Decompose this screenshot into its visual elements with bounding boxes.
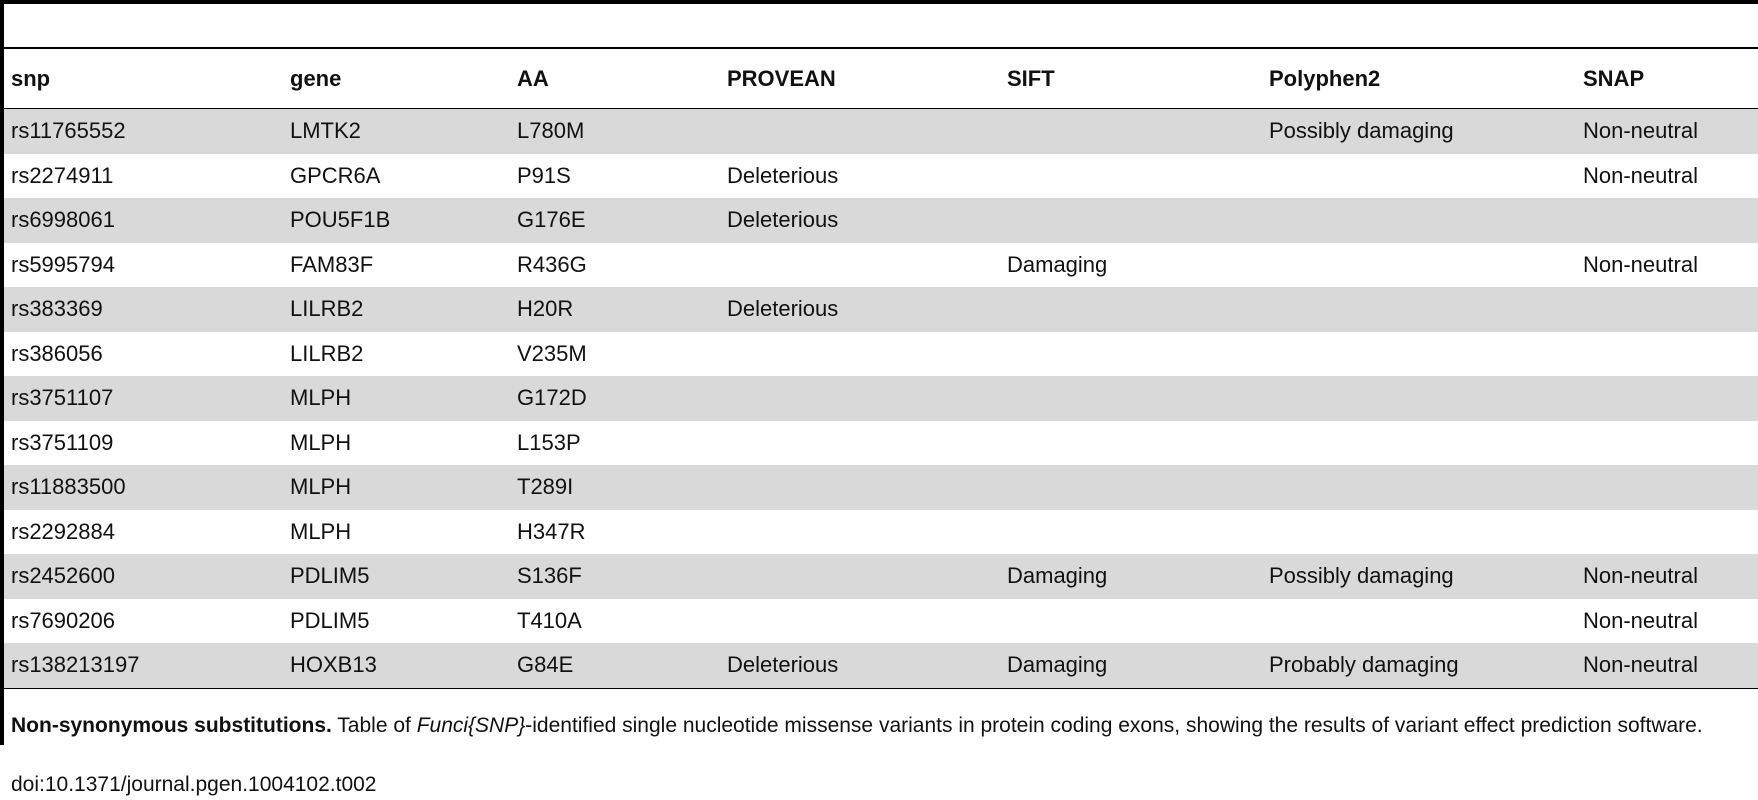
cell-snap xyxy=(1576,510,1758,555)
cell-provean: Deleterious xyxy=(727,207,839,233)
header-snap: SNAP xyxy=(1583,65,1645,91)
doi-link[interactable]: doi:10.1371/journal.pgen.1004102.t002 xyxy=(11,773,377,796)
cell-snp: rs5995794 xyxy=(11,251,115,277)
cell-provean xyxy=(720,599,1000,644)
cell-polyphen2 xyxy=(1262,510,1576,555)
table-row xyxy=(4,465,1758,510)
cell-snap: Non-neutral xyxy=(1583,162,1698,188)
cell-polyphen2 xyxy=(1262,599,1576,644)
cell-gene: HOXB13 xyxy=(290,652,377,678)
table-row xyxy=(4,243,1758,288)
header-snp: snp xyxy=(11,65,51,91)
cell-sift xyxy=(1000,332,1262,377)
cell-snp: rs6998061 xyxy=(11,207,115,233)
cell-aa: G172D xyxy=(517,385,587,411)
cell-polyphen2 xyxy=(1262,332,1576,377)
cell-aa: T289I xyxy=(517,474,574,500)
cell-snap: Non-neutral xyxy=(1583,118,1698,144)
table-row xyxy=(4,599,1758,644)
cell-gene: FAM83F xyxy=(290,251,374,277)
cell-provean xyxy=(720,510,1000,555)
header-sift: SIFT xyxy=(1007,65,1055,91)
cell-aa: H20R xyxy=(517,296,574,322)
table-row xyxy=(4,376,1758,421)
cell-snap: Non-neutral xyxy=(1583,607,1698,633)
cell-snap xyxy=(1576,332,1758,377)
cell-provean: Deleterious xyxy=(727,652,839,678)
caption-emphasis: Funci{SNP} xyxy=(416,714,526,737)
table-row xyxy=(4,421,1758,466)
cell-gene: PDLIM5 xyxy=(290,607,370,633)
variant-effect-table xyxy=(4,47,1758,689)
cell-gene: LILRB2 xyxy=(290,296,364,322)
cell-snp: rs3751107 xyxy=(11,385,114,411)
cell-sift xyxy=(1000,198,1262,243)
cell-sift: Damaging xyxy=(1007,652,1108,678)
table-container xyxy=(4,47,1758,689)
cell-sift xyxy=(1000,421,1262,466)
cell-provean xyxy=(720,554,1000,599)
cell-polyphen2 xyxy=(1262,198,1576,243)
cell-snap xyxy=(1576,376,1758,421)
cell-gene: GPCR6A xyxy=(290,162,381,188)
cell-provean xyxy=(720,421,1000,466)
cell-polyphen2: Possibly damaging xyxy=(1269,118,1454,144)
header-aa: AA xyxy=(517,65,549,91)
table-caption xyxy=(11,711,1751,740)
cell-polyphen2 xyxy=(1262,287,1576,332)
cell-snap xyxy=(1576,287,1758,332)
cell-polyphen2 xyxy=(1262,376,1576,421)
cell-provean: Deleterious xyxy=(727,162,839,188)
cell-snap xyxy=(1576,465,1758,510)
cell-provean xyxy=(720,332,1000,377)
cell-snp: rs2274911 xyxy=(11,162,114,188)
cell-sift xyxy=(1000,599,1262,644)
cell-aa: V235M xyxy=(517,340,587,366)
cell-gene: LILRB2 xyxy=(290,340,364,366)
cell-sift xyxy=(1000,287,1262,332)
cell-sift xyxy=(1000,376,1262,421)
cell-snp: rs3751109 xyxy=(11,429,114,455)
cell-snap: Non-neutral xyxy=(1583,563,1698,589)
cell-gene: MLPH xyxy=(290,518,352,544)
header-gene: gene xyxy=(290,65,342,91)
table-header-row xyxy=(4,48,1758,109)
cell-sift xyxy=(1000,109,1262,154)
header-polyphen2: Polyphen2 xyxy=(1269,65,1381,91)
cell-polyphen2 xyxy=(1262,154,1576,199)
cell-aa: G84E xyxy=(517,652,574,678)
cell-snap xyxy=(1576,198,1758,243)
table-row xyxy=(4,554,1758,599)
table-body xyxy=(4,109,1758,689)
cell-snap: Non-neutral xyxy=(1583,251,1698,277)
table-row xyxy=(4,510,1758,555)
cell-aa: L153P xyxy=(517,429,581,455)
cell-polyphen2: Possibly damaging xyxy=(1269,563,1454,589)
cell-aa: L780M xyxy=(517,118,585,144)
table-row xyxy=(4,154,1758,199)
cell-snp: rs2452600 xyxy=(11,563,115,589)
table-row xyxy=(4,287,1758,332)
cell-snp: rs383369 xyxy=(11,296,103,322)
cell-snap xyxy=(1576,421,1758,466)
cell-gene: MLPH xyxy=(290,474,352,500)
cell-provean xyxy=(720,465,1000,510)
cell-snp: rs138213197 xyxy=(11,652,140,678)
cell-sift: Damaging xyxy=(1007,563,1108,589)
caption-title: Non-synonymous substitutions. xyxy=(11,714,332,737)
cell-gene: POU5F1B xyxy=(290,207,391,233)
cell-snp: rs2292884 xyxy=(11,518,115,544)
top-border-rule xyxy=(0,0,1758,4)
caption-text-before: Table of xyxy=(331,714,417,737)
cell-gene: MLPH xyxy=(290,429,352,455)
cell-polyphen2: Probably damaging xyxy=(1269,652,1459,678)
cell-gene: LMTK2 xyxy=(290,118,361,144)
cell-aa: T410A xyxy=(517,607,582,633)
cell-provean: Deleterious xyxy=(727,296,839,322)
cell-sift xyxy=(1000,510,1262,555)
cell-aa: P91S xyxy=(517,162,571,188)
cell-polyphen2 xyxy=(1262,421,1576,466)
table-row xyxy=(4,198,1758,243)
cell-provean xyxy=(720,109,1000,154)
cell-snp: rs11765552 xyxy=(11,118,126,144)
cell-gene: MLPH xyxy=(290,385,352,411)
cell-snp: rs386056 xyxy=(11,340,103,366)
table-row xyxy=(4,109,1758,154)
cell-provean xyxy=(720,243,1000,288)
table-row xyxy=(4,643,1758,688)
cell-provean xyxy=(720,376,1000,421)
cell-snp: rs7690206 xyxy=(11,607,115,633)
cell-snp: rs11883500 xyxy=(11,474,126,500)
table-row xyxy=(4,332,1758,377)
cell-polyphen2 xyxy=(1262,243,1576,288)
header-provean: PROVEAN xyxy=(727,65,836,91)
cell-sift xyxy=(1000,154,1262,199)
cell-aa: G176E xyxy=(517,207,586,233)
cell-aa: R436G xyxy=(517,251,587,277)
cell-aa: S136F xyxy=(517,563,582,589)
cell-sift xyxy=(1000,465,1262,510)
cell-gene: PDLIM5 xyxy=(290,563,370,589)
cell-aa: H347R xyxy=(517,518,586,544)
caption-text-after: -identified single nucleotide missense variants in protein coding exons, showing the results of variant effect prediction software. xyxy=(525,714,1703,737)
cell-sift: Damaging xyxy=(1007,251,1108,277)
cell-polyphen2 xyxy=(1262,465,1576,510)
cell-snap: Non-neutral xyxy=(1583,652,1698,678)
